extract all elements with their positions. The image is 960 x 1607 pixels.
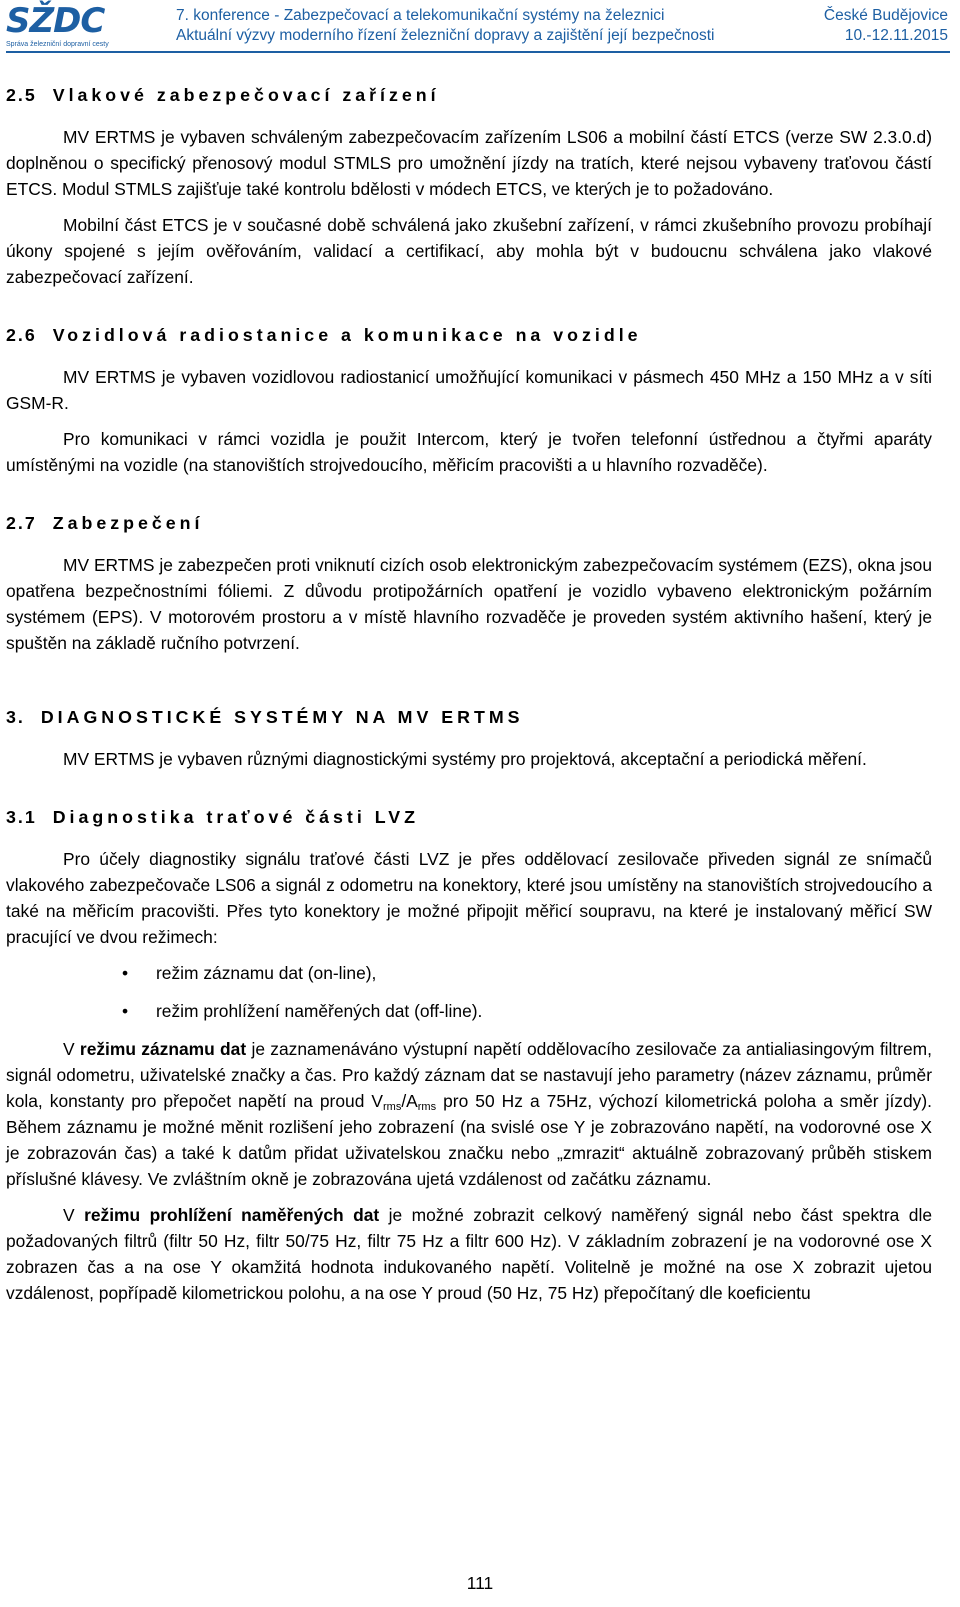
conference-title: 7. konference - Zabezpečovací a telekomunikační systémy na železnici <box>176 7 665 24</box>
page-content <box>6 82 932 1306</box>
heading-title: Zabezpečení <box>52 513 204 533</box>
heading-number: 2.7 <box>6 513 37 533</box>
logo-subtitle: Správa železniční dopravní cesty <box>6 41 109 48</box>
paragraph: V režimu záznamu dat je zaznamenáváno výstupní napětí oddělovacího zesilovače za antialiasingovým filtrem, signál odometru, uživatelské značky a čas. Pro každý záznam dat se nastavují jeho parametry (název záznamu, průměr kola, konstanty pro přepočet napětí na proud $V_{rms}/A_{rms}$ pro 50 Hz a 75Hz, výchozí kilometrická poloha a směr jízdy). Během záznamu je možné měnit rozlišení jeho zobrazení (na svislé ose Y je zobrazováno napětí, na vodorovné ose X je zobrazován čas) a také k datům přidat uživatelskou značku nebo „zmrazit“ aktuálně zobrazovaný průběh stiskem příslušné klávesy. Ve zvláštním okně je zobrazována ujetá vzdálenost od začátku záznamu. <box>6 1039 933 1189</box>
paragraph: MV ERTMS je vybaven schváleným zabezpečovacím zařízením LS06 a mobilní částí ETCS (verze SW 2.3.0.d) doplněnou o specifický přenosový modul STMLS pro umožnění jízdy na tratích, které nejsou vybaveny traťovou částí ETCS. Modul STMLS zajišťuje také kontrolu bdělosti v módech ETCS, ve kterých je to požadováno. <box>6 127 932 199</box>
szdc-logo <box>6 1 112 54</box>
bold-term: režimu prohlížení naměřených dat <box>84 1205 380 1225</box>
heading-number: 3. <box>6 707 25 727</box>
header-left <box>176 6 714 46</box>
logo-mark: SŽDC <box>6 1 105 41</box>
paragraph: MV ERTMS je vybaven různými diagnostickými systémy pro projektová, akceptační a periodická měření. <box>63 749 867 769</box>
bullet-list <box>6 960 932 1024</box>
conference-date: 10.-12.11.2015 <box>844 27 948 44</box>
heading-2-6 <box>6 322 932 348</box>
heading-3 <box>6 704 932 730</box>
heading-number: 2.6 <box>6 325 37 345</box>
conference-location: České Budějovice <box>823 7 948 24</box>
paragraph: Mobilní část ETCS je v současné době schválená jako zkušební zařízení, v rámci zkušebního provozu probíhají úkony spojené s jejím ověřováním, validací a certifikací, aby mohla být v budoucnu schválena jako vlakové zabezpečovací zařízení. <box>6 215 932 287</box>
list-item: • režim prohlížení naměřených dat (off-line). <box>156 998 932 1024</box>
paragraph: MV ERTMS je zabezpečen proti vniknutí cizích osob elektronickým zabezpečovacím systémem (EZS), okna jsou opatřena bezpečnostními fóliemi. Z důvodu protipožárních opatření je vozidlo vybaveno elektronickým požárním systémem (EPS). V motorovém prostoru a v místě hlavního rozvaděče je proveden systém aktivního hašení, který je spuštěn na základě ručního potvrzení. <box>6 555 932 653</box>
header-divider <box>6 51 950 53</box>
bold-term: režimu záznamu dat <box>79 1039 247 1059</box>
heading-3-1 <box>6 804 932 830</box>
list-item: • režim záznamu dat (on-line), <box>156 960 932 986</box>
heading-title: Vlakové zabezpečovací zařízení <box>52 85 440 105</box>
conference-subtitle: Aktuální výzvy moderního řízení železniční dopravy a zajištění její bezpečnosti <box>176 27 715 44</box>
paragraph: V režimu prohlížení naměřených dat je možné zobrazit celkový naměřený signál nebo část spektra dle požadovaných filtrů (filtr 50 Hz, filtr 50/75 Hz, filtr 75 Hz a filtr 600 Hz). V základním zobrazení je na vodorovné ose X zobrazen čas a na ose Y okamžitá hodnota indukovaného napětí. Volitelně je možné na ose X zobrazit ujetou vzdálenost, popřípadě kilometrickou polohu, a na ose Y proud (50 Hz, 75 Hz) přepočítaný dle koeficientu <box>6 1205 932 1303</box>
heading-2-7 <box>6 510 932 536</box>
heading-number: 2.5 <box>6 85 37 105</box>
paragraph: Pro účely diagnostiky signálu traťové části LVZ je přes oddělovací zesilovače přiveden signál ze snímačů vlakového zabezpečovače LS06 a signál z odometru na konektory, které jsou umístěny na stanovištích strojvedoucího a také na měřicím pracovišti. Přes tyto konektory je možné připojit měřicí soupravu, na které je instalovaný měřicí SW pracující ve dvou režimech: <box>6 849 932 947</box>
heading-number: 3.1 <box>6 807 37 827</box>
paragraph: Pro komunikaci v rámci vozidla je použit Intercom, který je tvořen telefonní ústřednou a čtyřmi aparáty umístěnými na vozidle (na stanovištích strojvedoucího, měřicím pracovišti a u hlavního rozvaděče). <box>6 429 932 475</box>
page-number: 111 <box>466 1573 494 1593</box>
heading-2-5 <box>6 82 932 108</box>
heading-title: DIAGNOSTICKÉ SYSTÉMY NA MV ERTMS <box>40 707 524 727</box>
heading-title: Vozidlová radiostanice a komunikace na vozidle <box>52 325 642 345</box>
header-right <box>824 6 948 46</box>
heading-title: Diagnostika traťové části LVZ <box>52 807 420 827</box>
paragraph: MV ERTMS je vybaven vozidlovou radiostanicí umožňující komunikaci v pásmech 450 MHz a 150 MHz a v síti GSM-R. <box>6 367 932 413</box>
